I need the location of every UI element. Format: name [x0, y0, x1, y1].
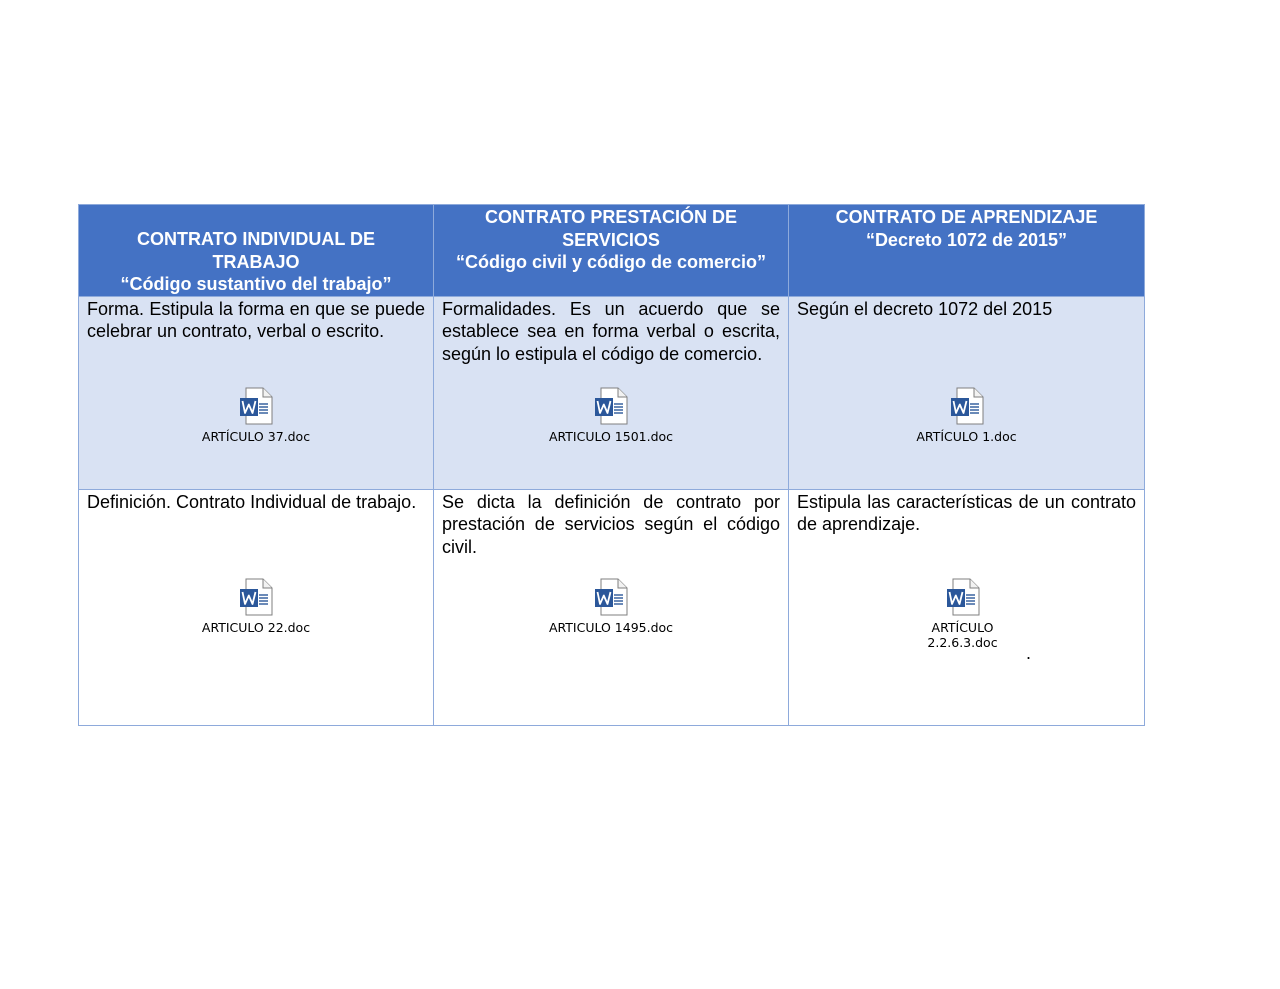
header-title-line1: CONTRATO PRESTACIÓN DE [484, 207, 737, 227]
cell-text: Estipula las características de un contrato de aprendizaje. [797, 491, 1136, 534]
cell-text: Se dicta la definición de contrato por prestación de servicios según el código civil. [442, 491, 780, 557]
word-document-icon[interactable] [239, 578, 273, 616]
header-contrato-aprendizaje [789, 205, 1145, 297]
attachment-articulo-37[interactable] [87, 387, 425, 444]
cell-text: Según el decreto 1072 del 2015 [797, 298, 1053, 319]
table-cell [79, 489, 434, 725]
header-title-line1: CONTRATO DE APRENDIZAJE [835, 207, 1098, 227]
attachment-articulo-1501[interactable] [442, 387, 780, 444]
header-contrato-individual [79, 205, 434, 297]
word-document-icon[interactable] [594, 387, 628, 425]
header-title-line2: TRABAJO [212, 251, 300, 272]
stray-period-mark: . [1026, 643, 1032, 663]
attachment-label[interactable]: ARTICULO 1501.doc [548, 428, 674, 444]
attachment-articulo-22[interactable] [87, 578, 425, 635]
table-row [79, 296, 1145, 489]
attachment-label-line1[interactable]: ARTÍCULO [931, 619, 994, 635]
word-document-icon[interactable] [946, 578, 980, 616]
attachment-label[interactable]: ARTICULO 1495.doc [548, 619, 674, 635]
attachment-label[interactable]: ARTICULO 22.doc [201, 619, 311, 635]
word-document-icon[interactable] [239, 387, 273, 425]
attachment-articulo-1[interactable] [797, 387, 1136, 444]
word-document-icon[interactable] [950, 387, 984, 425]
attachment-label-line2[interactable]: 2.2.6.3.doc [927, 634, 998, 650]
header-title-line2: SERVICIOS [562, 229, 660, 250]
contracts-comparison-table [78, 204, 1145, 726]
attachment-articulo-2-2-6-3[interactable] [789, 578, 1136, 650]
attachment-label[interactable]: ARTÍCULO 37.doc [201, 428, 311, 444]
cell-text: Definición. Contrato Individual de trabajo. [87, 491, 417, 512]
attachment-articulo-1495[interactable] [442, 578, 780, 635]
header-subtitle: “Código sustantivo del trabajo” [120, 274, 392, 294]
table-cell [434, 489, 789, 725]
header-title-line1: CONTRATO INDIVIDUAL DE [136, 229, 375, 249]
header-subtitle: “Código civil y código de comercio” [455, 252, 767, 272]
table-cell [79, 296, 434, 489]
attachment-label[interactable]: ARTÍCULO 1.doc [916, 428, 1017, 444]
table-cell [434, 296, 789, 489]
table-header-row [79, 205, 1145, 297]
cell-text: Forma. Estipula la forma en que se puede celebrar un contrato, verbal o escrito. [87, 298, 425, 341]
header-contrato-prestacion [434, 205, 789, 297]
word-document-icon[interactable] [594, 578, 628, 616]
cell-text: Formalidades. Es un acuerdo que se establece sea en forma verbal o escrita, según lo estipula el código de comercio. [442, 298, 780, 364]
table-cell [789, 489, 1145, 725]
table-cell [789, 296, 1145, 489]
header-subtitle: “Decreto 1072 de 2015” [865, 229, 1068, 250]
table-row [79, 489, 1145, 725]
